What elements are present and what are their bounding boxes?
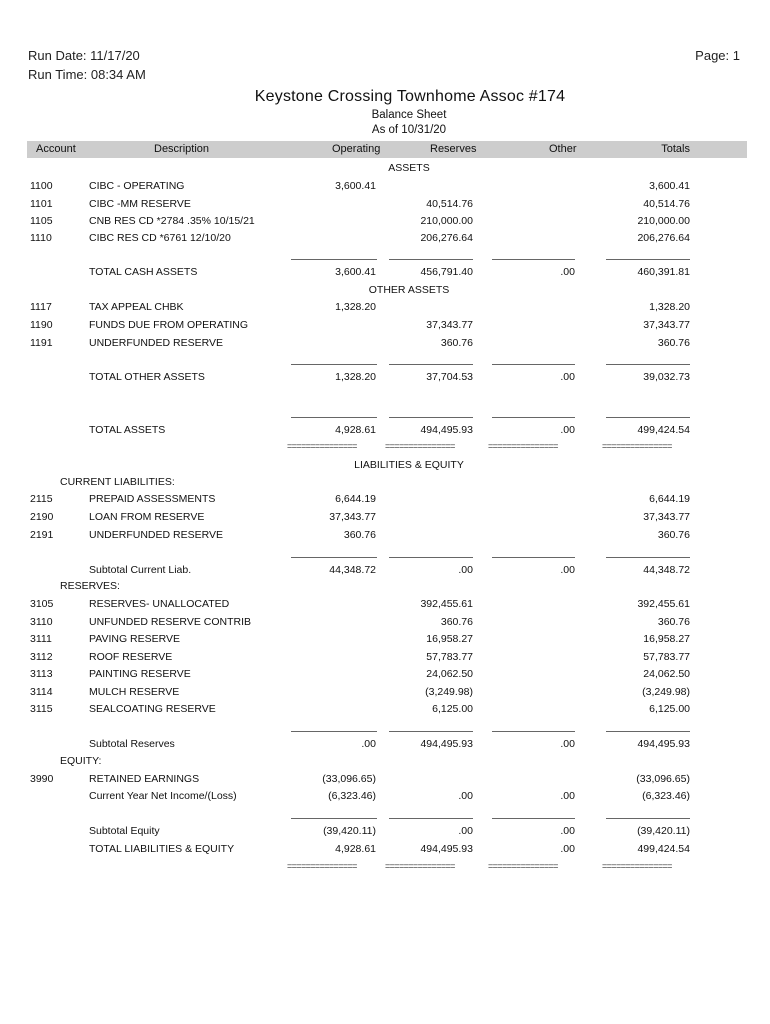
cell-account: 3112 — [30, 651, 53, 663]
cell-other: .00 — [560, 266, 575, 278]
cell-account: 3105 — [30, 598, 54, 610]
page-number: Page: 1 — [695, 48, 740, 63]
cell-description: PAVING RESERVE — [89, 633, 181, 645]
single-rule — [389, 818, 473, 819]
report-title: Keystone Crossing Townhome Assoc #174 — [254, 88, 566, 105]
cell-reserves: 494,495.93 — [420, 843, 473, 855]
report-date: As of 10/31/20 — [371, 124, 447, 136]
section-other-assets: OTHER ASSETS — [368, 284, 450, 296]
cell-reserves: 360.76 — [440, 616, 473, 628]
col-totals: Totals — [661, 143, 690, 155]
cell-reserves: 6,125.00 — [432, 703, 473, 715]
cell-reserves: (3,249.98) — [425, 686, 473, 698]
cell-description: PREPAID ASSESSMENTS — [89, 493, 216, 505]
cell-operating: 4,928.61 — [335, 843, 376, 855]
single-rule — [291, 259, 377, 260]
group-current-liabilities: CURRENT LIABILITIES: — [60, 476, 175, 488]
cell-description: CIBC - OPERATING — [89, 180, 185, 192]
run-date: Run Date: 11/17/20 — [28, 48, 140, 63]
cell-operating: 4,928.61 — [335, 424, 376, 436]
cell-operating: 1,328.20 — [335, 371, 376, 383]
single-rule — [389, 364, 473, 365]
cell-reserves: 494,495.93 — [420, 738, 473, 750]
cell-description: SEALCOATING RESERVE — [89, 703, 216, 715]
cell-account: 1190 — [30, 319, 53, 331]
cell-totals: 499,424.54 — [637, 424, 690, 436]
cell-account: 1191 — [30, 337, 53, 349]
cell-description: MULCH RESERVE — [89, 686, 180, 698]
cell-totals: 24,062.50 — [643, 668, 690, 680]
report-subtitle: Balance Sheet — [371, 109, 447, 121]
single-rule — [606, 818, 690, 819]
col-other: Other — [549, 143, 577, 155]
cell-description: TOTAL CASH ASSETS — [89, 266, 198, 278]
cell-operating: .00 — [361, 738, 376, 750]
cell-other: .00 — [560, 424, 575, 436]
cell-operating: (6,323.46) — [328, 790, 376, 802]
cell-reserves: 16,958.27 — [426, 633, 473, 645]
cell-totals: 360.76 — [657, 337, 690, 349]
double-rule: =============== — [602, 861, 672, 871]
cell-reserves: 24,062.50 — [426, 668, 473, 680]
single-rule — [389, 557, 473, 558]
cell-description: RETAINED EARNINGS — [89, 773, 200, 785]
cell-totals: 460,391.81 — [637, 266, 690, 278]
single-rule — [389, 731, 473, 732]
cell-other: .00 — [560, 564, 575, 576]
group-reserves: RESERVES: — [60, 580, 120, 592]
cell-totals: (3,249.98) — [642, 686, 690, 698]
cell-totals: 360.76 — [657, 529, 690, 541]
cell-operating: 1,328.20 — [335, 301, 376, 313]
cell-reserves: 206,276.64 — [420, 232, 473, 244]
single-rule — [492, 417, 575, 418]
cell-reserves: .00 — [458, 564, 473, 576]
cell-totals: 44,348.72 — [643, 564, 690, 576]
cell-totals: 494,495.93 — [637, 738, 690, 750]
cell-operating: (39,420.11) — [323, 825, 376, 837]
single-rule — [492, 259, 575, 260]
column-header-bar — [27, 141, 747, 158]
double-rule: =============== — [287, 441, 357, 451]
col-description: Description — [154, 143, 210, 155]
group-equity: EQUITY: — [60, 755, 102, 767]
cell-description: RESERVES- UNALLOCATED — [89, 598, 230, 610]
cell-totals: 16,958.27 — [643, 633, 690, 645]
cell-description: Subtotal Current Liab. — [89, 564, 192, 576]
cell-reserves: .00 — [458, 825, 473, 837]
cell-totals: 57,783.77 — [643, 651, 690, 663]
double-rule: =============== — [602, 441, 672, 451]
cell-description: LOAN FROM RESERVE — [89, 511, 205, 523]
cell-description: CIBC RES CD *6761 12/10/20 — [89, 232, 231, 244]
single-rule — [606, 259, 690, 260]
cell-account: 3111 — [30, 633, 52, 645]
single-rule — [389, 417, 473, 418]
cell-description: Current Year Net Income/(Loss) — [89, 790, 237, 802]
single-rule — [492, 818, 575, 819]
single-rule — [389, 259, 473, 260]
double-rule: =============== — [488, 441, 558, 451]
cell-operating: (33,096.65) — [322, 773, 376, 785]
cell-account: 2190 — [30, 511, 54, 523]
cell-operating: 6,644.19 — [335, 493, 376, 505]
single-rule — [606, 557, 690, 558]
cell-account: 1117 — [30, 301, 52, 313]
cell-reserves: 456,791.40 — [420, 266, 473, 278]
cell-account: 3990 — [30, 773, 54, 785]
cell-reserves: 40,514.76 — [426, 198, 473, 210]
cell-description: PAINTING RESERVE — [89, 668, 191, 680]
cell-operating: 360.76 — [343, 529, 376, 541]
single-rule — [291, 557, 377, 558]
cell-reserves: 210,000.00 — [420, 215, 473, 227]
cell-account: 2115 — [30, 493, 53, 505]
cell-description: TAX APPEAL CHBK — [89, 301, 184, 313]
col-reserves: Reserves — [430, 143, 477, 155]
cell-other: .00 — [560, 371, 575, 383]
double-rule: =============== — [385, 441, 455, 451]
cell-operating: 3,600.41 — [335, 266, 376, 278]
cell-account: 3110 — [30, 616, 53, 628]
single-rule — [291, 818, 377, 819]
cell-other: .00 — [560, 738, 575, 750]
run-time: Run Time: 08:34 AM — [28, 67, 146, 82]
cell-description: UNDERFUNDED RESERVE — [89, 529, 223, 541]
cell-operating: 44,348.72 — [329, 564, 376, 576]
cell-other: .00 — [560, 825, 575, 837]
single-rule — [606, 731, 690, 732]
cell-reserves: 37,704.53 — [426, 371, 473, 383]
cell-totals: 6,125.00 — [649, 703, 690, 715]
double-rule: =============== — [488, 861, 558, 871]
cell-totals: 210,000.00 — [637, 215, 690, 227]
single-rule — [606, 364, 690, 365]
double-rule: =============== — [385, 861, 455, 871]
cell-totals: 6,644.19 — [649, 493, 690, 505]
single-rule — [606, 417, 690, 418]
col-account: Account — [36, 143, 76, 155]
cell-operating: 3,600.41 — [335, 180, 376, 192]
single-rule — [291, 364, 377, 365]
single-rule — [492, 364, 575, 365]
cell-totals: 39,032.73 — [643, 371, 690, 383]
cell-other: .00 — [560, 843, 575, 855]
cell-reserves: 494,495.93 — [420, 424, 473, 436]
cell-totals: (33,096.65) — [636, 773, 690, 785]
cell-account: 2191 — [30, 529, 54, 541]
cell-account: 3114 — [30, 686, 53, 698]
cell-description: Subtotal Reserves — [89, 738, 175, 750]
cell-totals: 360.76 — [657, 616, 690, 628]
cell-reserves: 360.76 — [440, 337, 473, 349]
cell-description: CNB RES CD *2784 .35% 10/15/21 — [89, 215, 255, 227]
cell-description: ROOF RESERVE — [89, 651, 173, 663]
single-rule — [492, 557, 575, 558]
cell-totals: (39,420.11) — [637, 825, 690, 837]
cell-reserves: 37,343.77 — [426, 319, 473, 331]
col-operating: Operating — [332, 143, 381, 155]
cell-account: 1110 — [30, 232, 52, 244]
cell-description: TOTAL OTHER ASSETS — [89, 371, 205, 383]
cell-account: 1105 — [30, 215, 53, 227]
section-assets: ASSETS — [388, 162, 430, 174]
cell-reserves: 392,455.61 — [420, 598, 473, 610]
cell-description: FUNDS DUE FROM OPERATING — [89, 319, 249, 331]
cell-description: CIBC -MM RESERVE — [89, 198, 191, 210]
cell-totals: 499,424.54 — [637, 843, 690, 855]
cell-description: UNFUNDED RESERVE CONTRIB — [89, 616, 251, 628]
single-rule — [492, 731, 575, 732]
cell-description: Subtotal Equity — [89, 825, 160, 837]
cell-totals: 37,343.77 — [643, 511, 690, 523]
single-rule — [291, 731, 377, 732]
cell-totals: 206,276.64 — [637, 232, 690, 244]
cell-totals: (6,323.46) — [642, 790, 690, 802]
cell-other: .00 — [560, 790, 575, 802]
cell-account: 3115 — [30, 703, 53, 715]
single-rule — [291, 417, 377, 418]
cell-description: TOTAL LIABILITIES & EQUITY — [89, 843, 235, 855]
double-rule: =============== — [287, 861, 357, 871]
cell-totals: 3,600.41 — [649, 180, 690, 192]
section-liabilities-equity: LIABILITIES & EQUITY — [354, 459, 464, 471]
cell-reserves: .00 — [458, 790, 473, 802]
cell-description: TOTAL ASSETS — [89, 424, 166, 436]
cell-totals: 40,514.76 — [643, 198, 690, 210]
cell-reserves: 57,783.77 — [426, 651, 473, 663]
cell-totals: 1,328.20 — [649, 301, 690, 313]
cell-totals: 392,455.61 — [637, 598, 690, 610]
cell-totals: 37,343.77 — [643, 319, 690, 331]
cell-description: UNDERFUNDED RESERVE — [89, 337, 223, 349]
cell-account: 1101 — [30, 198, 53, 210]
cell-operating: 37,343.77 — [329, 511, 376, 523]
cell-account: 3113 — [30, 668, 53, 680]
cell-account: 1100 — [30, 180, 53, 192]
